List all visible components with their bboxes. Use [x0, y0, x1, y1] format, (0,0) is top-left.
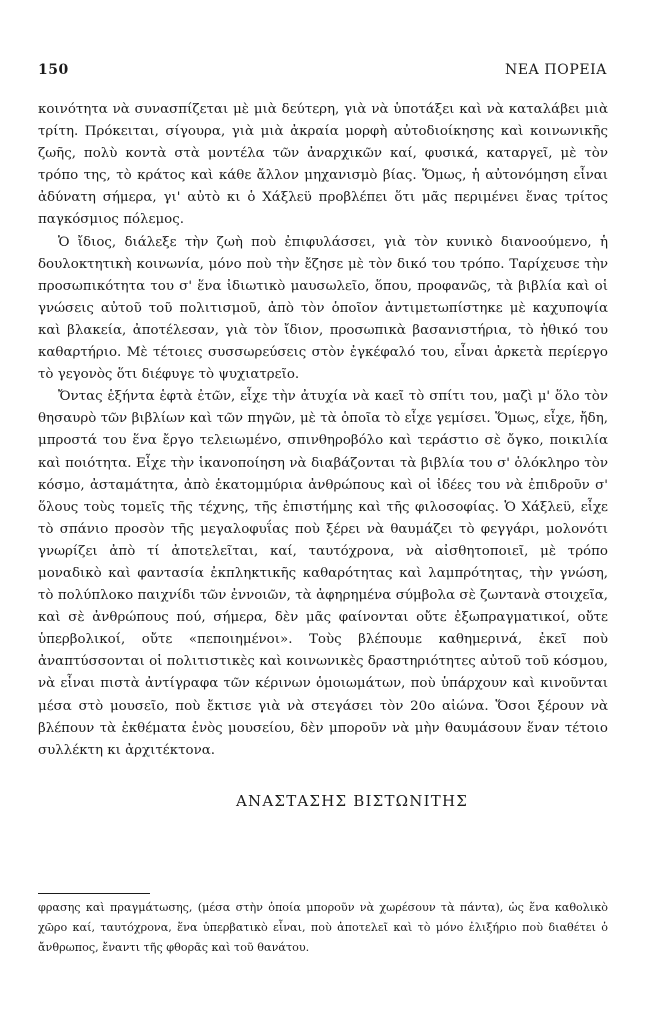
paragraph-1: κοινότητα νὰ συνασπίζεται μὲ μιὰ δεύτερη, γιὰ νὰ ὑποτάξει καὶ νὰ καταλάβει μιὰ τρίτη. Πρόκειται, σίγουρα, γιὰ μιὰ ἀκραία μορφὴ αὐτοδιοίκησης καὶ κοινωνικῆς ζωῆς, πολὺ κοντὰ στὰ μοντέλα τῶν ἀναρχικῶν καί, φυσικά, καταργεῖ, μὲ τὸν τρόπο της, τὸ κράτος καὶ κάθε ἄλλον μηχανισμὸ βίας. Ὅμως, ἡ αὐτονόμηση εἶναι ἀδύνατη σήμερα, γι' αὐτὸ κι ὁ Χάξλεϋ προβλέπει ὅτι μᾶς περιμένει ἕνας τρίτος παγκόσμιος πόλεμος. [38, 102, 608, 228]
paragraph-3: Ὄντας ἑξήντα ἑφτὰ ἐτῶν, εἶχε τὴν ἀτυχία νὰ καεῖ τὸ σπίτι του, μαζὶ μ' ὅλο τὸν θησαυρὸ τῶν βιβλίων καὶ τῶν πηγῶν, μὲ τὰ ὁποῖα τὸ εἶχε γεμίσει. Ὅμως, εἶχε, ἤδη, μπροστά του ἕνα ἔργο τελειωμένο, σπινθηροβόλο καὶ τεράστιο σὲ ὄγκο, ποικιλία καὶ ποιότητα. Εἶχε τὴν ἱκανοποίηση νὰ διαβάζονται τὰ βιβλία του σ' ὁλόκληρο τὸν κόσμο, ἀσταμάτητα, ἀπὸ ἑκατομμύρια ἀνθρώπους καὶ οἱ ἰδέες του νὰ ἐπιδροῦν σ' ὅλους τοὺς τομεῖς τῆς τέχνης, τῆς ἐπιστήμης καὶ τῆς φιλοσοφίας. Ὁ Χάξλεϋ, εἶχε τὸ σπάνιο προσὸν τῆς μεγαλοφυΐας ποὺ ξέρει νὰ θαυμάζει τὸ φεγγάρι, μολονότι γνωρίζει ἀπὸ τί ἀποτελεῖται, καί, ταυτόχρονα, νὰ αἰσθητοποιεῖ, μὲ τρόπο μοναδικὸ καὶ φαντασία ἐκπληκτικῆς καθαρότητας καὶ λαμπρότητας, τὴν γνώση, τὸ πολύπλοκο παιχνίδι τῶν ἐννοιῶν, τὰ ἀφηρημένα σύμβολα σὲ ζωντανὰ στοιχεῖα, καὶ σὲ ἀνθρώπους πού, σήμερα, δὲν μᾶς φαίνονται οὔτε ἐξωπραγματικοί, οὔτε ὑπερβολικοί, οὔτε «πεποιημένοι». Τοὺς βλέπουμε καθημερινά, ἐκεῖ ποὺ ἀναπτύσσονται οἱ πολιτιστικὲς καὶ κοινωνικὲς δραστηριότητες αὐτοῦ τοῦ κόσμου, νὰ εἶναι πιστὰ ἀντίγραφα τῶν κέρινων ὁμοιωμάτων, ποὺ ὑπάρχουν καὶ κινοῦνται μέσα στὸ μουσεῖο, ποὺ ἔκτισε γιὰ νὰ στεγάσει τὸν 20ο αἰώνα. Ὅσοι ξέρουν νὰ βλέπουν τὰ ἐκθέματα ἑνὸς μουσείου, δὲν μποροῦν νὰ μὴν θαυμάσουν ἕναν τέτοιο συλλέκτη κι ἀρχιτέκτονα. [38, 389, 608, 758]
footnote-divider [38, 893, 150, 894]
page-header [38, 62, 607, 84]
running-title: ΝΕΑ ΠΟΡΕΙΑ [505, 62, 607, 78]
article-body [38, 99, 608, 762]
footnote: φρασης καὶ πραγμάτωσης, (μέσα στὴν ὁποία μποροῦν νὰ χωρέσουν τὰ πάντα), ὡς ἕνα καθολικὸ χῶρο καί, ταυτόχρονα, ἕνα ὑπερβατικὸ εἶναι, ποὺ ἀποτελεῖ καὶ τὸ μόνο ἐλιξήριο ποὺ διαθέτει ὁ ἄνθρωπος, ἔναντι τῆς φθορᾶς καὶ τοῦ θανάτου. [38, 901, 608, 954]
paragraph-2: Ὁ ἴδιος, διάλεξε τὴν ζωὴ ποὺ ἐπιφυλάσσει, γιὰ τὸν κυνικὸ διανοούμενο, ἡ δουλοκτητικὴ κοινωνία, μόνο ποὺ τὴν ἔζησε μὲ τὸν δικό του τρόπο. Ταρίχευσε τὴν προσωπικότητα του σ' ἕνα ἰδιωτικὸ μαυσωλεῖο, ὅπου, προφανῶς, τὰ βιβλία καὶ οἱ γνώσεις αὐτοῦ τοῦ πολιτισμοῦ, ἀπὸ τὸν ὁποῖον ἀντιμετωπίστηκε μὲ καχυποψία καὶ βλακεία, ἀποτέλεσαν, γιὰ τὸν ἴδιον, προσωπικὰ βασανιστήρια, τὸ ἠθικό του καθαρτήριο. Μὲ τέτοιες συσσωρεύσεις στὸν ἐγκέφαλό του, εἶναι ἀρκετὰ περίεργο τὸ γεγονὸς ὅτι διέφυγε τὸ ψυχιατρεῖο. [38, 234, 608, 383]
author-signature: ΑΝΑΣΤΑΣΗΣ ΒΙΣΤΩΝΙΤΗΣ [236, 792, 469, 810]
page-number: 150 [38, 62, 69, 78]
